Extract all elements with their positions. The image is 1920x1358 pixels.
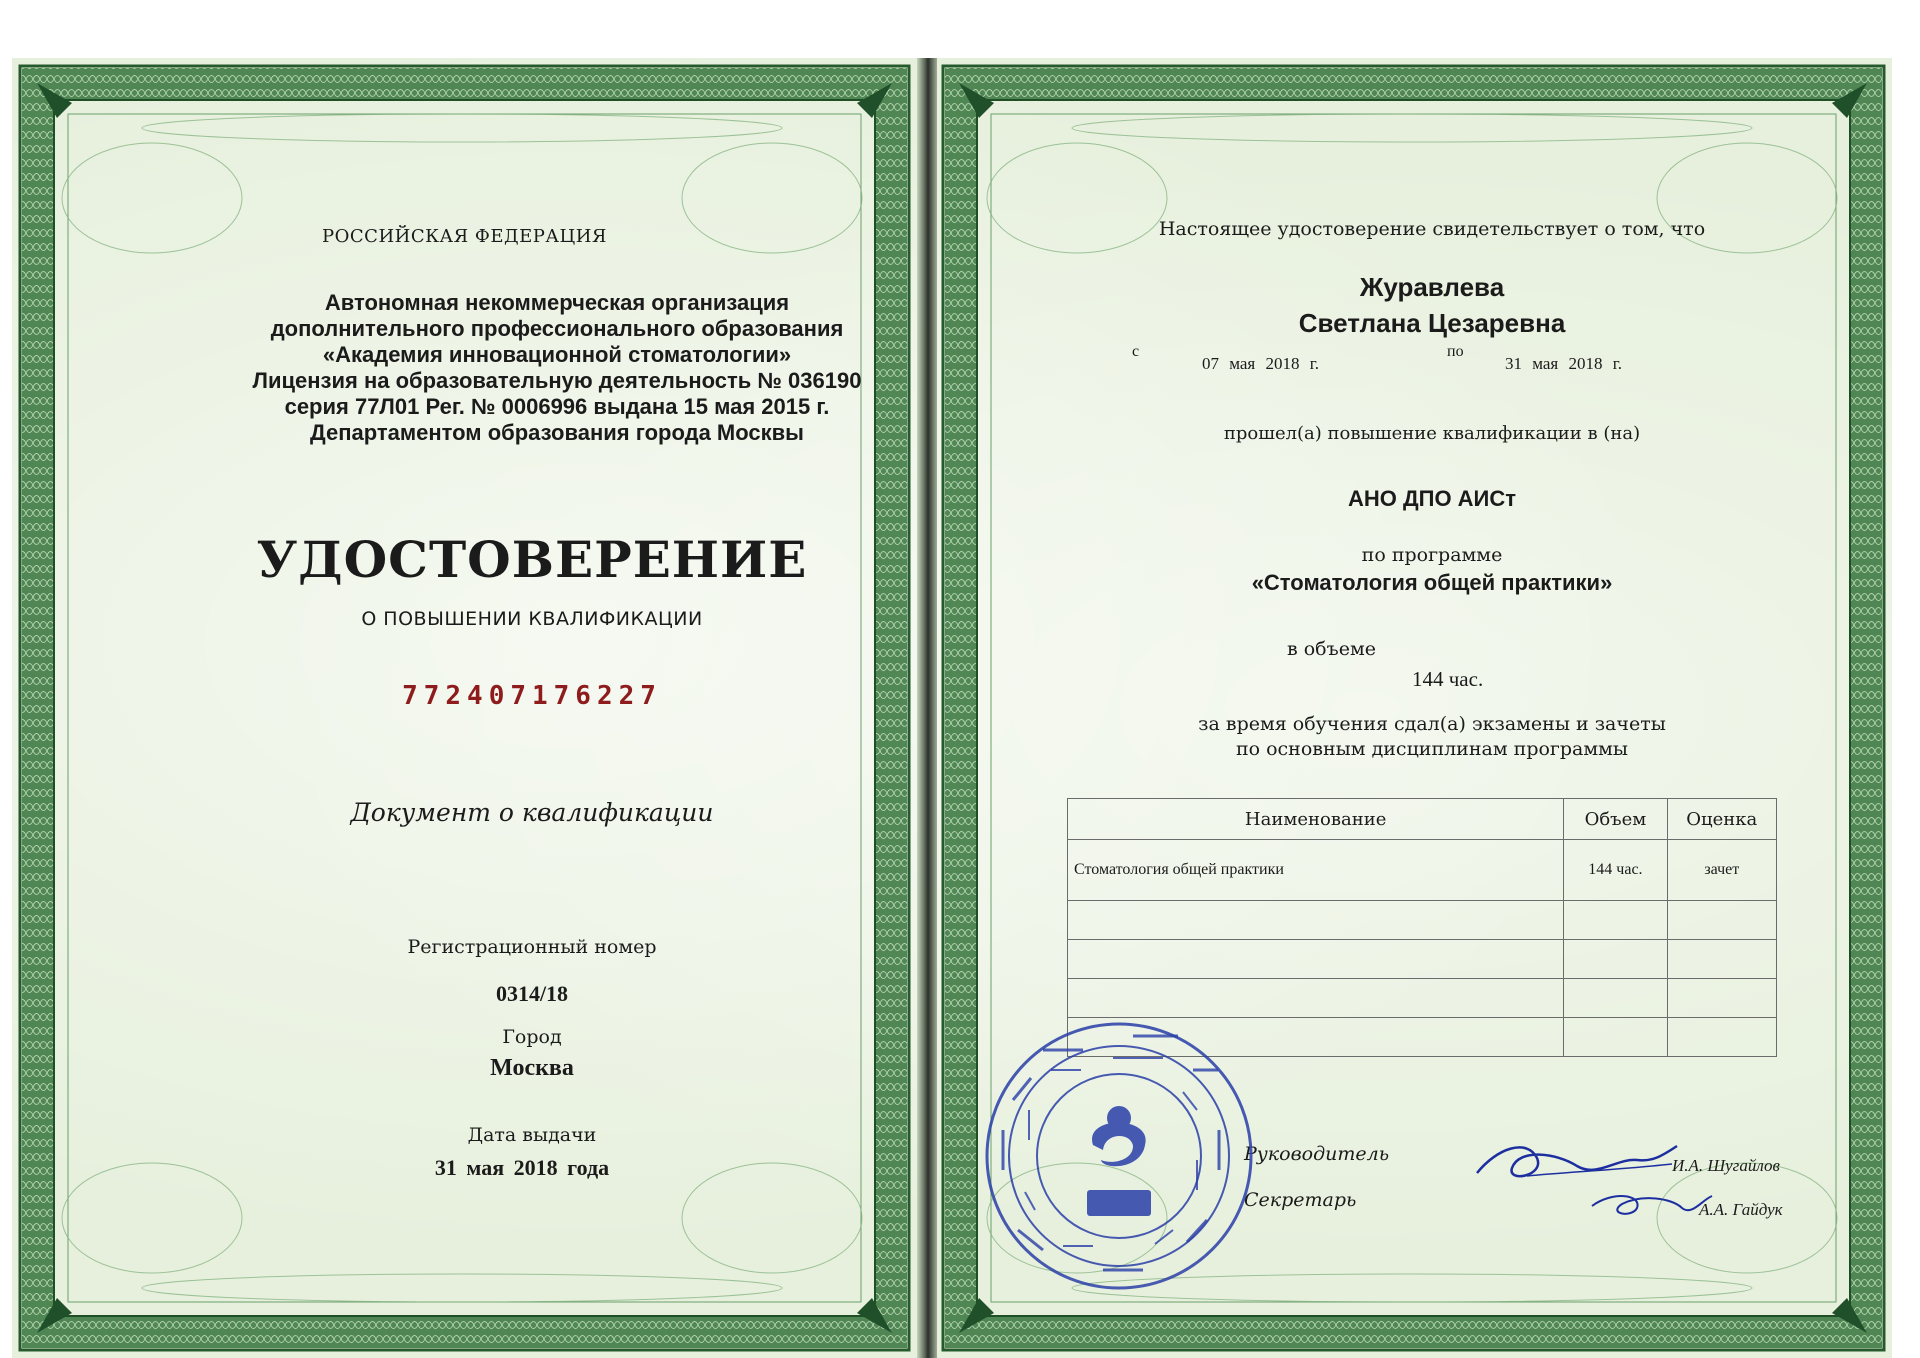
secretary-signature	[1587, 1186, 1717, 1226]
period-date-to: 31 мая 2018 г.	[1505, 354, 1623, 373]
book-spine	[917, 58, 937, 1358]
org-line-3: «Академия инновационной стоматологии»	[322, 342, 792, 367]
period-date-from: 07 мая 2018 г.	[1202, 354, 1320, 373]
org-line-1: Автономная некоммерческая организация	[324, 290, 790, 315]
official-stamp	[983, 1020, 1255, 1292]
issue-date-label: Дата выдачи	[467, 1124, 597, 1146]
secretary-label: Секретарь	[1244, 1189, 1357, 1211]
table-row-empty	[1068, 901, 1777, 940]
program-name: «Стоматология общей практики»	[1251, 570, 1613, 595]
reg-number: 0314/18	[495, 981, 569, 1006]
serial-number: 772407176227	[402, 681, 662, 711]
holder-surname: Журавлева	[1359, 272, 1505, 302]
col-header-grade: Оценка	[1667, 799, 1776, 840]
reg-number-label: Регистрационный номер	[407, 936, 657, 958]
discipline-name: Стоматология общей практики	[1068, 840, 1564, 901]
table-row	[1068, 840, 1777, 901]
city-value: Москва	[490, 1055, 574, 1081]
city-label: Город	[502, 1026, 562, 1048]
secretary-name: А.А. Гайдук	[1699, 1200, 1783, 1219]
document-type: Документ о квалификации	[350, 798, 714, 827]
col-header-volume: Объем	[1564, 799, 1667, 840]
intro-text: Настоящее удостоверение свидетельствует о том, что	[1158, 218, 1706, 240]
certificate-spread	[12, 58, 1892, 1358]
discipline-volume: 144 час.	[1564, 840, 1667, 901]
organization-short: АНО ДПО АИСт	[1347, 486, 1517, 511]
col-header-name: Наименование	[1068, 799, 1564, 840]
table-row-empty	[1068, 940, 1777, 979]
issue-date: 31 мая 2018 года	[434, 1155, 610, 1180]
document-subtitle: О ПОВЫШЕНИИ КВАЛИФИКАЦИИ	[361, 608, 703, 630]
holder-name: Светлана Цезаревна	[1298, 308, 1566, 338]
org-line-2: дополнительного профессионального образования	[270, 316, 844, 341]
table-header-row	[1068, 799, 1777, 840]
volume-label: в объеме	[1287, 638, 1376, 660]
exams-text-line-1: за время обучения сдал(а) экзамены и зачеты	[1198, 713, 1666, 735]
license-line: Лицензия на образовательную деятельность № 036190	[252, 368, 862, 393]
program-label: по программе	[1361, 544, 1503, 566]
right-page	[937, 58, 1892, 1358]
left-page	[12, 58, 917, 1358]
period-to-label: по	[1447, 343, 1464, 360]
period-from-label: с	[1132, 343, 1140, 360]
country-heading: РОССИЙСКАЯ ФЕДЕРАЦИЯ	[322, 226, 607, 247]
disciplines-table	[1067, 798, 1777, 1057]
document-title: УДОСТОВЕРЕНИЕ	[256, 530, 808, 589]
passed-text: прошел(а) повышение квалификации в (на)	[1223, 423, 1641, 444]
organization-block	[187, 290, 917, 446]
table-row-empty	[1068, 979, 1777, 1018]
license-series-line: серия 77Л01 Рег. № 0006996 выдана 15 мая 2015 г.	[284, 394, 830, 419]
discipline-grade: зачет	[1667, 840, 1776, 901]
volume-value: 144 час.	[1412, 667, 1484, 691]
license-issuer-line: Департаментом образования города Москвы	[310, 420, 804, 445]
head-label: Руководитель	[1244, 1143, 1390, 1165]
exams-text-line-2: по основным дисциплинам программы	[1235, 738, 1629, 760]
head-name: И.А. Шугайлов	[1672, 1156, 1780, 1175]
